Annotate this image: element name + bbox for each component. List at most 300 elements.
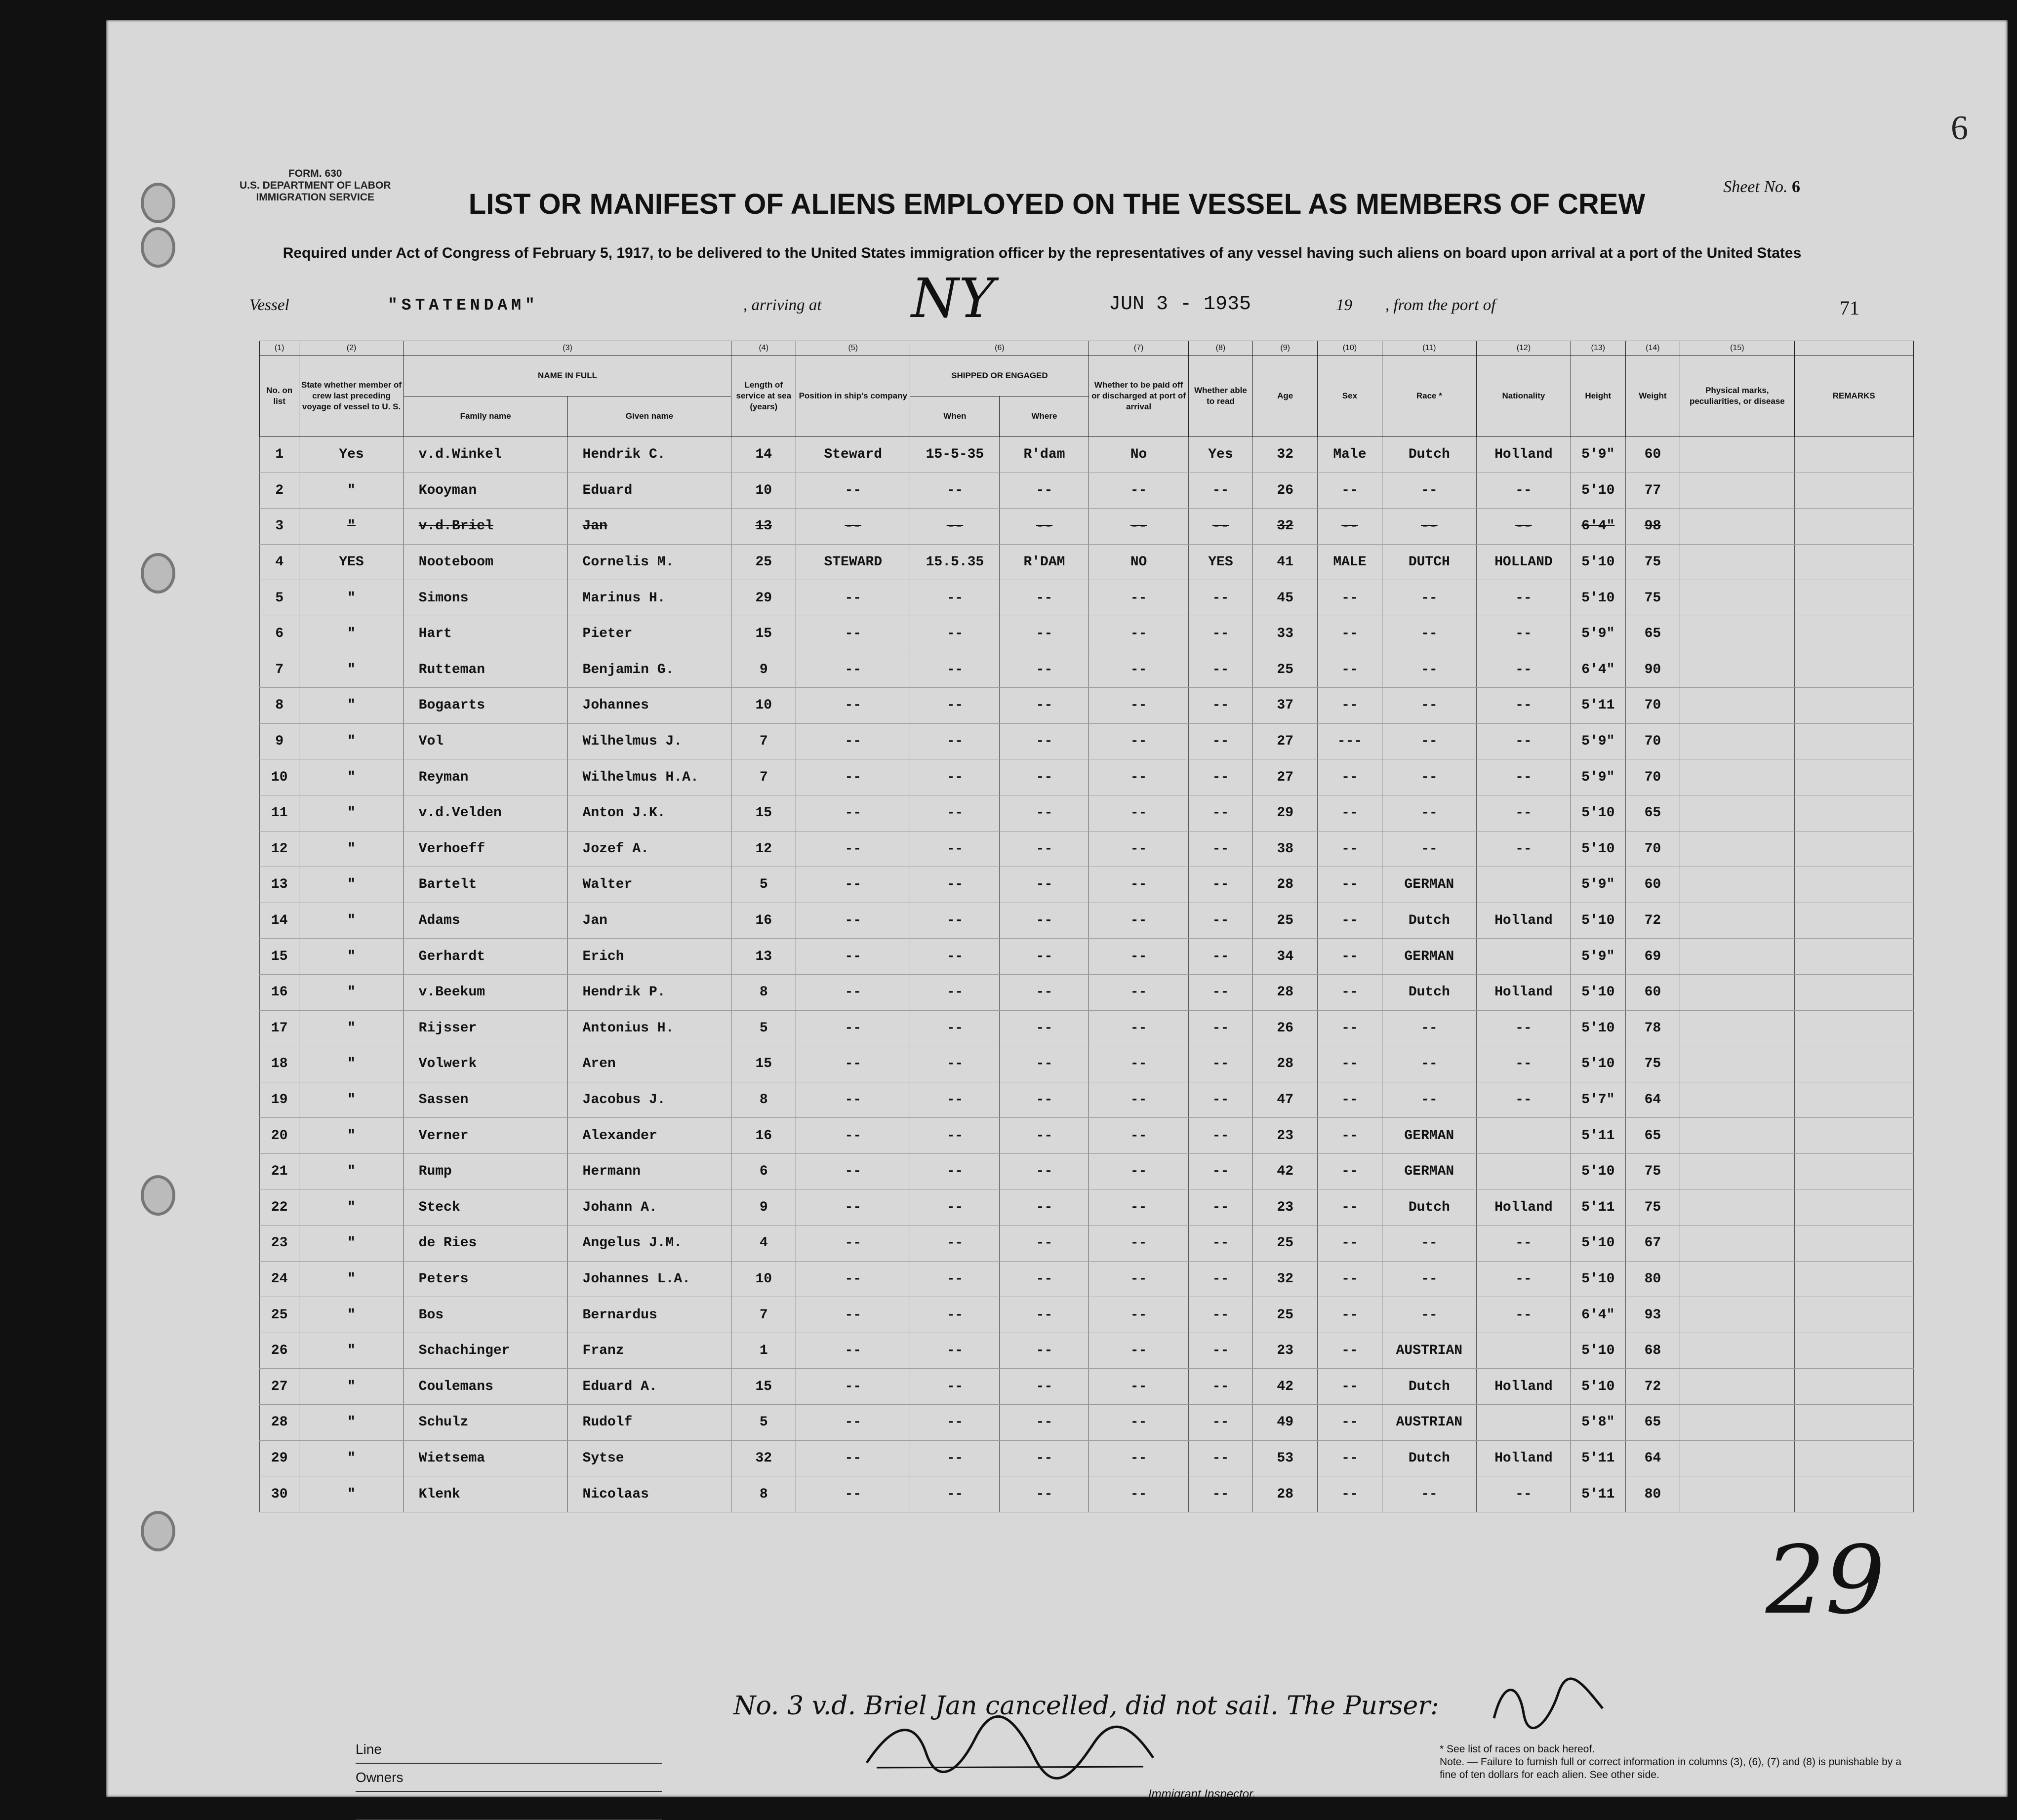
- remarks-cell: [1794, 795, 1914, 831]
- physical-marks-cell: [1680, 1297, 1794, 1333]
- family-name-cell: Adams: [403, 903, 567, 939]
- nationality-cell: --: [1476, 723, 1571, 759]
- age-cell: 34: [1253, 939, 1318, 975]
- shipped-where-cell: R'DAM: [1000, 544, 1089, 580]
- row-number-cell: 15: [260, 939, 299, 975]
- age-cell: 23: [1253, 1189, 1318, 1226]
- nationality-cell: [1476, 1118, 1571, 1154]
- sex-cell: --: [1318, 903, 1382, 939]
- sheet-number-label: Sheet No.: [1723, 178, 1788, 196]
- remarks-cell: [1794, 1261, 1914, 1297]
- height-cell: 5'9": [1571, 759, 1625, 795]
- shipped-when-cell: --: [910, 1010, 1000, 1046]
- crew-last-voyage-cell: ": [299, 867, 403, 903]
- position-cell: --: [796, 1226, 910, 1262]
- table-row: [260, 1405, 1914, 1441]
- corner-page-number: 6: [1951, 109, 1968, 147]
- paid-off-cell: --: [1089, 974, 1188, 1010]
- row-number-cell: 23: [260, 1226, 299, 1262]
- family-name-cell: de Ries: [403, 1226, 567, 1262]
- position-cell: --: [796, 939, 910, 975]
- able-to-read-cell: --: [1188, 795, 1253, 831]
- position-cell: Steward: [796, 437, 910, 473]
- weight-cell: 80: [1625, 1261, 1680, 1297]
- table-row: [260, 1226, 1914, 1262]
- paid-off-cell: --: [1089, 616, 1188, 652]
- remarks-cell: [1794, 1046, 1914, 1082]
- sex-cell: --: [1318, 652, 1382, 688]
- arrival-date-stamp: JUN 3 - 1935: [1109, 293, 1251, 316]
- family-name-cell: Sassen: [403, 1082, 567, 1118]
- age-cell: 33: [1253, 616, 1318, 652]
- given-name-cell: Walter: [567, 867, 731, 903]
- sex-cell: ---: [1318, 723, 1382, 759]
- age-cell: 49: [1253, 1405, 1318, 1441]
- shipped-where-cell: --: [1000, 867, 1089, 903]
- weight-cell: 78: [1625, 1010, 1680, 1046]
- table-row: [260, 723, 1914, 759]
- race-cell: Dutch: [1382, 903, 1476, 939]
- physical-marks-cell: [1680, 688, 1794, 724]
- weight-cell: 90: [1625, 652, 1680, 688]
- crew-last-voyage-cell: ": [299, 1046, 403, 1082]
- table-row: [260, 1261, 1914, 1297]
- able-to-read-cell: --: [1188, 903, 1253, 939]
- header-physical-marks: Physical marks, peculiarities, or disease: [1680, 356, 1794, 437]
- physical-marks-cell: [1680, 473, 1794, 509]
- table-row: [260, 580, 1914, 616]
- shipped-where-cell: --: [1000, 1333, 1089, 1369]
- family-name-cell: v.d.Winkel: [403, 437, 567, 473]
- shipped-where-cell: --: [1000, 723, 1089, 759]
- table-row: [260, 759, 1914, 795]
- age-cell: 32: [1253, 437, 1318, 473]
- crew-last-voyage-cell: Yes: [299, 437, 403, 473]
- col-num: (5): [796, 341, 910, 356]
- row-number-cell: 16: [260, 974, 299, 1010]
- race-cell: AUSTRIAN: [1382, 1333, 1476, 1369]
- able-to-read-cell: --: [1188, 1153, 1253, 1189]
- race-cell: Dutch: [1382, 974, 1476, 1010]
- shipped-where-cell: --: [1000, 1046, 1089, 1082]
- able-to-read-cell: --: [1188, 1010, 1253, 1046]
- header-sex: Sex: [1318, 356, 1382, 437]
- crew-last-voyage-cell: ": [299, 1082, 403, 1118]
- length-of-service-cell: 9: [731, 652, 796, 688]
- sex-cell: --: [1318, 580, 1382, 616]
- race-cell: --: [1382, 795, 1476, 831]
- race-cell: --: [1382, 759, 1476, 795]
- shipped-when-cell: --: [910, 616, 1000, 652]
- shipped-when-cell: --: [910, 473, 1000, 509]
- weight-cell: 75: [1625, 1189, 1680, 1226]
- nationality-cell: --: [1476, 1082, 1571, 1118]
- family-name-cell: Bos: [403, 1297, 567, 1333]
- handwritten-total: 29: [1766, 1526, 1885, 1635]
- sheet-number: [1723, 178, 1800, 197]
- col-num: (7): [1089, 341, 1188, 356]
- position-cell: --: [796, 580, 910, 616]
- height-cell: 5'9": [1571, 723, 1625, 759]
- physical-marks-cell: [1680, 867, 1794, 903]
- sex-cell: --: [1318, 1476, 1382, 1512]
- position-cell: --: [796, 867, 910, 903]
- row-number-cell: 27: [260, 1369, 299, 1405]
- able-to-read-cell: --: [1188, 939, 1253, 975]
- shipped-when-cell: --: [910, 974, 1000, 1010]
- height-cell: 5'9": [1571, 939, 1625, 975]
- crew-last-voyage-cell: ": [299, 831, 403, 867]
- given-name-cell: Johannes L.A.: [567, 1261, 731, 1297]
- physical-marks-cell: [1680, 1369, 1794, 1405]
- physical-marks-cell: [1680, 509, 1794, 545]
- paid-off-cell: --: [1089, 1010, 1188, 1046]
- row-number-cell: 19: [260, 1082, 299, 1118]
- length-of-service-cell: 1: [731, 1333, 796, 1369]
- nationality-cell: --: [1476, 580, 1571, 616]
- age-cell: 23: [1253, 1333, 1318, 1369]
- given-name-cell: Hermann: [567, 1153, 731, 1189]
- physical-marks-cell: [1680, 795, 1794, 831]
- race-cell: GERMAN: [1382, 939, 1476, 975]
- length-of-service-cell: 8: [731, 974, 796, 1010]
- crew-last-voyage-cell: YES: [299, 544, 403, 580]
- header-shipped-engaged: SHIPPED OR ENGAGED: [910, 356, 1089, 396]
- row-number-cell: 18: [260, 1046, 299, 1082]
- given-name-cell: Hendrik C.: [567, 437, 731, 473]
- physical-marks-cell: [1680, 1261, 1794, 1297]
- weight-cell: 72: [1625, 1369, 1680, 1405]
- able-to-read-cell: --: [1188, 831, 1253, 867]
- weight-cell: 68: [1625, 1333, 1680, 1369]
- age-cell: 28: [1253, 867, 1318, 903]
- row-number-cell: 5: [260, 580, 299, 616]
- length-of-service-cell: 13: [731, 509, 796, 545]
- remarks-cell: [1794, 1476, 1914, 1512]
- race-cell: --: [1382, 1226, 1476, 1262]
- paid-off-cell: --: [1089, 903, 1188, 939]
- table-row: [260, 1118, 1914, 1154]
- remarks-cell: [1794, 723, 1914, 759]
- able-to-read-cell: --: [1188, 1405, 1253, 1441]
- table-row: [260, 652, 1914, 688]
- paid-off-cell: --: [1089, 1046, 1188, 1082]
- paid-off-cell: --: [1089, 1153, 1188, 1189]
- shipped-when-cell: --: [910, 1118, 1000, 1154]
- position-cell: --: [796, 1297, 910, 1333]
- nationality-cell: Holland: [1476, 1369, 1571, 1405]
- family-name-cell: Bogaarts: [403, 688, 567, 724]
- paid-off-cell: --: [1089, 1082, 1188, 1118]
- paid-off-cell: --: [1089, 1118, 1188, 1154]
- age-cell: 32: [1253, 509, 1318, 545]
- row-number-cell: 10: [260, 759, 299, 795]
- remarks-cell: [1794, 580, 1914, 616]
- shipped-when-cell: --: [910, 1153, 1000, 1189]
- race-cell: GERMAN: [1382, 1118, 1476, 1154]
- crew-last-voyage-cell: ": [299, 1405, 403, 1441]
- height-cell: 5'10: [1571, 1046, 1625, 1082]
- nationality-cell: Holland: [1476, 903, 1571, 939]
- nationality-cell: --: [1476, 473, 1571, 509]
- row-number-cell: 20: [260, 1118, 299, 1154]
- table-row: [260, 1010, 1914, 1046]
- table-row: [260, 1333, 1914, 1369]
- shipped-when-cell: --: [910, 1261, 1000, 1297]
- nationality-cell: HOLLAND: [1476, 544, 1571, 580]
- age-cell: 26: [1253, 473, 1318, 509]
- shipped-where-cell: --: [1000, 974, 1089, 1010]
- remarks-cell: [1794, 1297, 1914, 1333]
- crew-last-voyage-cell: ": [299, 795, 403, 831]
- shipped-when-cell: 15-5-35: [910, 437, 1000, 473]
- height-cell: 5'9": [1571, 437, 1625, 473]
- length-of-service-cell: 15: [731, 616, 796, 652]
- table-row: [260, 974, 1914, 1010]
- header-given-name: Given name: [567, 396, 731, 437]
- length-of-service-cell: 14: [731, 437, 796, 473]
- weight-cell: 70: [1625, 831, 1680, 867]
- row-number-cell: 14: [260, 903, 299, 939]
- remarks-cell: [1794, 544, 1914, 580]
- given-name-cell: Wilhelmus H.A.: [567, 759, 731, 795]
- length-of-service-cell: 6: [731, 1153, 796, 1189]
- arriving-label: , arriving at: [743, 296, 822, 314]
- physical-marks-cell: [1680, 1440, 1794, 1476]
- paid-off-cell: --: [1089, 1405, 1188, 1441]
- age-cell: 28: [1253, 1476, 1318, 1512]
- sex-cell: --: [1318, 473, 1382, 509]
- weight-cell: 72: [1625, 903, 1680, 939]
- given-name-cell: Aren: [567, 1046, 731, 1082]
- able-to-read-cell: --: [1188, 688, 1253, 724]
- shipped-when-cell: --: [910, 723, 1000, 759]
- sheet-number-value: 6: [1792, 178, 1800, 196]
- weight-cell: 64: [1625, 1082, 1680, 1118]
- col-num: (11): [1382, 341, 1476, 356]
- weight-cell: 69: [1625, 939, 1680, 975]
- crew-last-voyage-cell: ": [299, 1440, 403, 1476]
- age-cell: 27: [1253, 723, 1318, 759]
- given-name-cell: Hendrik P.: [567, 974, 731, 1010]
- height-cell: 5'7": [1571, 1082, 1625, 1118]
- nationality-cell: --: [1476, 1226, 1571, 1262]
- height-cell: 5'10: [1571, 473, 1625, 509]
- nationality-cell: Holland: [1476, 1440, 1571, 1476]
- length-of-service-cell: 5: [731, 867, 796, 903]
- crew-last-voyage-cell: ": [299, 652, 403, 688]
- crew-last-voyage-cell: ": [299, 1189, 403, 1226]
- race-cell: Dutch: [1382, 1369, 1476, 1405]
- given-name-cell: Sytse: [567, 1440, 731, 1476]
- shipped-where-cell: --: [1000, 759, 1089, 795]
- shipped-when-cell: --: [910, 1405, 1000, 1441]
- nationality-cell: --: [1476, 1297, 1571, 1333]
- col-num: (2): [299, 341, 403, 356]
- able-to-read-cell: --: [1188, 1297, 1253, 1333]
- physical-marks-cell: [1680, 1082, 1794, 1118]
- paid-off-cell: --: [1089, 1297, 1188, 1333]
- able-to-read-cell: --: [1188, 509, 1253, 545]
- nationality-cell: --: [1476, 1476, 1571, 1512]
- height-cell: 5'11: [1571, 1476, 1625, 1512]
- purser-signature: [1489, 1674, 1608, 1733]
- header-able-read: Whether able to read: [1188, 356, 1253, 437]
- sex-cell: --: [1318, 831, 1382, 867]
- paid-off-cell: --: [1089, 473, 1188, 509]
- position-cell: --: [796, 759, 910, 795]
- paid-off-cell: NO: [1089, 544, 1188, 580]
- crew-last-voyage-cell: ": [299, 473, 403, 509]
- family-name-cell: Steck: [403, 1189, 567, 1226]
- crew-last-voyage-cell: ": [299, 509, 403, 545]
- nationality-cell: --: [1476, 1046, 1571, 1082]
- age-cell: 23: [1253, 1118, 1318, 1154]
- paid-off-cell: --: [1089, 652, 1188, 688]
- position-cell: --: [796, 688, 910, 724]
- weight-cell: 70: [1625, 688, 1680, 724]
- position-cell: --: [796, 652, 910, 688]
- race-cell: AUSTRIAN: [1382, 1405, 1476, 1441]
- given-name-cell: Erich: [567, 939, 731, 975]
- height-cell: 5'11: [1571, 1118, 1625, 1154]
- weight-cell: 75: [1625, 1046, 1680, 1082]
- weight-cell: 75: [1625, 1153, 1680, 1189]
- remarks-cell: [1794, 1118, 1914, 1154]
- shipped-where-cell: --: [1000, 509, 1089, 545]
- age-cell: 47: [1253, 1082, 1318, 1118]
- crew-last-voyage-cell: ": [299, 939, 403, 975]
- col-num: (14): [1625, 341, 1680, 356]
- age-cell: 38: [1253, 831, 1318, 867]
- able-to-read-cell: --: [1188, 652, 1253, 688]
- nationality-cell: --: [1476, 616, 1571, 652]
- physical-marks-cell: [1680, 1476, 1794, 1512]
- able-to-read-cell: --: [1188, 1118, 1253, 1154]
- sex-cell: --: [1318, 1010, 1382, 1046]
- table-row: [260, 688, 1914, 724]
- column-number-row: [260, 341, 1914, 356]
- shipped-when-cell: --: [910, 1226, 1000, 1262]
- table-row: [260, 1046, 1914, 1082]
- remarks-cell: [1794, 1010, 1914, 1046]
- able-to-read-cell: --: [1188, 616, 1253, 652]
- race-cell: --: [1382, 1261, 1476, 1297]
- remarks-cell: [1794, 1226, 1914, 1262]
- col-num: (10): [1318, 341, 1382, 356]
- weight-cell: 75: [1625, 544, 1680, 580]
- family-name-cell: Vol: [403, 723, 567, 759]
- family-name-cell: Gerhardt: [403, 939, 567, 975]
- crew-last-voyage-cell: ": [299, 1369, 403, 1405]
- table-row: [260, 616, 1914, 652]
- sex-cell: --: [1318, 1153, 1382, 1189]
- penalty-note: Note. — Failure to furnish full or correct information in columns (3), (6), (7) and (8) is punishable by a fine of ten dollars for each alien. See other side.: [1440, 1756, 1901, 1780]
- position-cell: STEWARD: [796, 544, 910, 580]
- weight-cell: 65: [1625, 795, 1680, 831]
- col-num: (6): [910, 341, 1089, 356]
- height-cell: 5'10: [1571, 1333, 1625, 1369]
- able-to-read-cell: --: [1188, 473, 1253, 509]
- sex-cell: --: [1318, 867, 1382, 903]
- race-cell: --: [1382, 1297, 1476, 1333]
- header-race: Race *: [1382, 356, 1476, 437]
- nationality-cell: --: [1476, 759, 1571, 795]
- row-number-cell: 26: [260, 1333, 299, 1369]
- family-name-cell: Verhoeff: [403, 831, 567, 867]
- row-number-cell: 25: [260, 1297, 299, 1333]
- race-cell: --: [1382, 831, 1476, 867]
- row-number-cell: 22: [260, 1189, 299, 1226]
- able-to-read-cell: --: [1188, 1440, 1253, 1476]
- position-cell: --: [796, 1118, 910, 1154]
- position-cell: --: [796, 1333, 910, 1369]
- sex-cell: --: [1318, 1226, 1382, 1262]
- sex-cell: --: [1318, 616, 1382, 652]
- sex-cell: --: [1318, 1082, 1382, 1118]
- age-cell: 41: [1253, 544, 1318, 580]
- age-cell: 25: [1253, 1226, 1318, 1262]
- paid-off-cell: No: [1089, 437, 1188, 473]
- weight-cell: 64: [1625, 1440, 1680, 1476]
- crew-last-voyage-cell: ": [299, 1261, 403, 1297]
- binder-hole: [141, 553, 175, 593]
- shipped-where-cell: --: [1000, 939, 1089, 975]
- family-name-cell: Nooteboom: [403, 544, 567, 580]
- able-to-read-cell: --: [1188, 1333, 1253, 1369]
- family-name-cell: Schachinger: [403, 1333, 567, 1369]
- vessel-label: Vessel: [249, 296, 289, 314]
- shipped-when-cell: --: [910, 688, 1000, 724]
- weight-cell: 67: [1625, 1226, 1680, 1262]
- owners-label: Owners: [356, 1764, 662, 1792]
- physical-marks-cell: [1680, 580, 1794, 616]
- family-name-cell: Simons: [403, 580, 567, 616]
- row-number-cell: 2: [260, 473, 299, 509]
- paid-off-cell: --: [1089, 723, 1188, 759]
- height-cell: 5'10: [1571, 974, 1625, 1010]
- position-cell: --: [796, 1189, 910, 1226]
- height-cell: 5'10: [1571, 795, 1625, 831]
- weight-cell: 98: [1625, 509, 1680, 545]
- table-row: [260, 544, 1914, 580]
- remarks-cell: [1794, 1153, 1914, 1189]
- row-number-cell: 12: [260, 831, 299, 867]
- height-cell: 5'10: [1571, 580, 1625, 616]
- paid-off-cell: --: [1089, 867, 1188, 903]
- physical-marks-cell: [1680, 1226, 1794, 1262]
- length-of-service-cell: 15: [731, 1046, 796, 1082]
- race-cell: --: [1382, 1010, 1476, 1046]
- family-name-cell: Rutteman: [403, 652, 567, 688]
- header-no-on-list: No. on list: [260, 356, 299, 437]
- binder-hole: [141, 227, 175, 268]
- family-name-cell: Coulemans: [403, 1369, 567, 1405]
- arriving-port: NY: [911, 267, 995, 330]
- able-to-read-cell: --: [1188, 1082, 1253, 1118]
- shipped-where-cell: --: [1000, 652, 1089, 688]
- shipped-when-cell: --: [910, 795, 1000, 831]
- height-cell: 5'11: [1571, 688, 1625, 724]
- age-cell: 53: [1253, 1440, 1318, 1476]
- shipped-where-cell: --: [1000, 688, 1089, 724]
- shipped-where-cell: --: [1000, 1189, 1089, 1226]
- shipped-where-cell: --: [1000, 616, 1089, 652]
- family-name-cell: Bartelt: [403, 867, 567, 903]
- race-cell: --: [1382, 616, 1476, 652]
- nationality-cell: Holland: [1476, 437, 1571, 473]
- position-cell: --: [796, 831, 910, 867]
